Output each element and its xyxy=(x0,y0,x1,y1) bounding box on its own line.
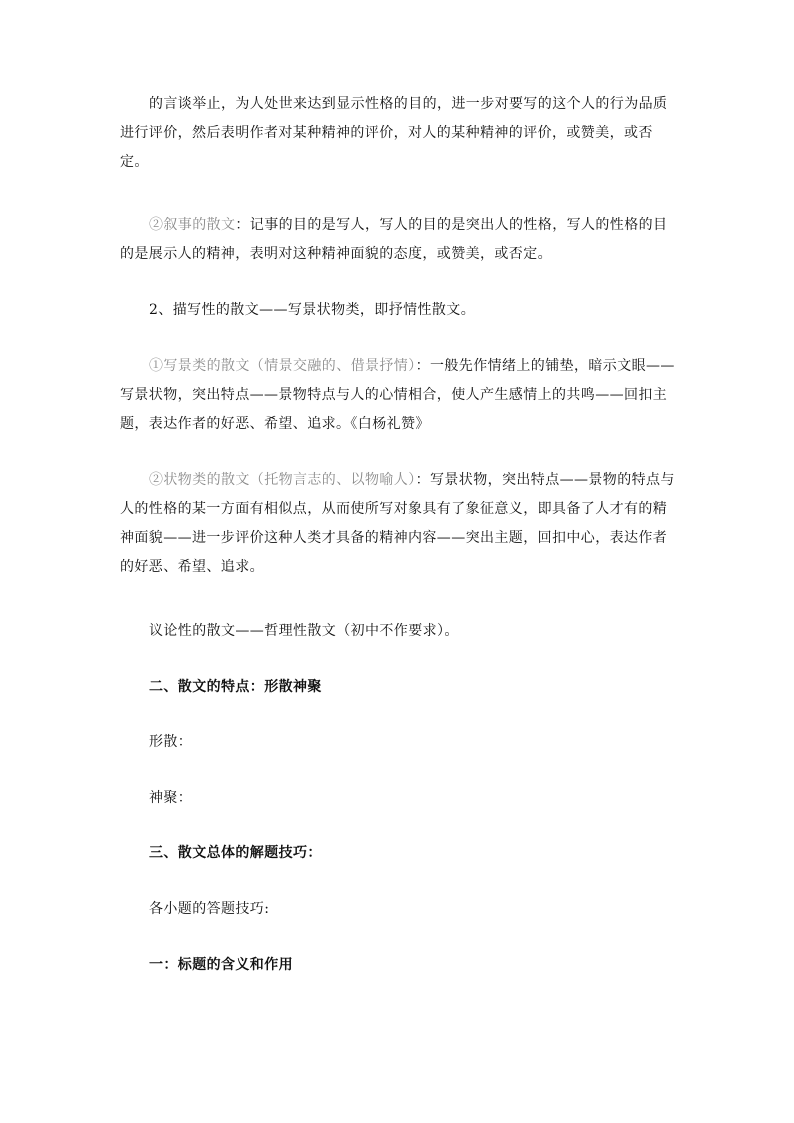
heading-problem-solving-skills xyxy=(120,839,676,868)
heading-text: 三、散文总体的解题技巧： xyxy=(149,845,322,861)
narrative-essay-text: ：记事的目的是写人，写人的目的是突出人的性格，写人的性格的目的是展示人的精神，表明对这种精神面貌的态度，或赞美，或否定。 xyxy=(120,217,668,262)
paragraph-text: 各小题的答题技巧: xyxy=(149,901,270,917)
heading-text: 二、散文的特点：形散神聚 xyxy=(149,679,322,695)
heading-text: 一：标题的含义和作用 xyxy=(149,957,293,973)
paragraph-answering-skills xyxy=(120,895,676,924)
narrative-essay-label: ②叙事的散文 xyxy=(149,217,236,233)
paragraph-narrative-essay xyxy=(120,211,676,269)
object-essay-text: ：写景状物，突出特点——景物的特点与人的性格的某一方面有相似点，从而使所写对象具有了象征意义，即具备了人才有的精神面貌——进一步评价这种人类才具备的精神内容——突出主题，回扣中心，表达作者的好恶、希望、追求。 xyxy=(120,472,675,575)
paragraph-text: 神聚： xyxy=(149,790,193,806)
scenery-essay-label: ①写景类的散文（情景交融的、借景抒情） xyxy=(149,358,416,374)
paragraph-character-evaluation xyxy=(120,90,676,177)
heading-essay-features xyxy=(120,673,676,702)
paragraph-argumentative-essay xyxy=(120,617,676,646)
paragraph-text: 的言谈举止，为人处世来达到显示性格的目的，进一步对要写的这个人的行为品质进行评价，然后表明作者对某种精神的评价，对人的某种精神的评价，或赞美，或否定。 xyxy=(120,96,668,170)
paragraph-text: 形散： xyxy=(149,734,193,750)
paragraph-text: 2、描写性的散文——写景状物类，即抒情性散文。 xyxy=(149,302,476,318)
paragraph-object-essay xyxy=(120,466,676,582)
heading-title-meaning xyxy=(120,951,676,980)
paragraph-spirit-gathered xyxy=(120,784,676,813)
scenery-essay-text: ：一般先作情绪上的铺垫，暗示文眼——写景状物，突出特点——景物特点与人的心情相合，使人产生感情上的共鸣——回扣主题，表达作者的好恶、希望、追求。《白杨礼赞》 xyxy=(120,358,675,432)
paragraph-scenery-essay xyxy=(120,352,676,439)
paragraph-text: 议论性的散文——哲理性散文（初中不作要求）。 xyxy=(149,623,459,639)
paragraph-descriptive-essay xyxy=(120,296,676,325)
paragraph-form-scattered xyxy=(120,728,676,757)
object-essay-label: ②状物类的散文（托物言志的、以物喻人） xyxy=(149,472,416,488)
